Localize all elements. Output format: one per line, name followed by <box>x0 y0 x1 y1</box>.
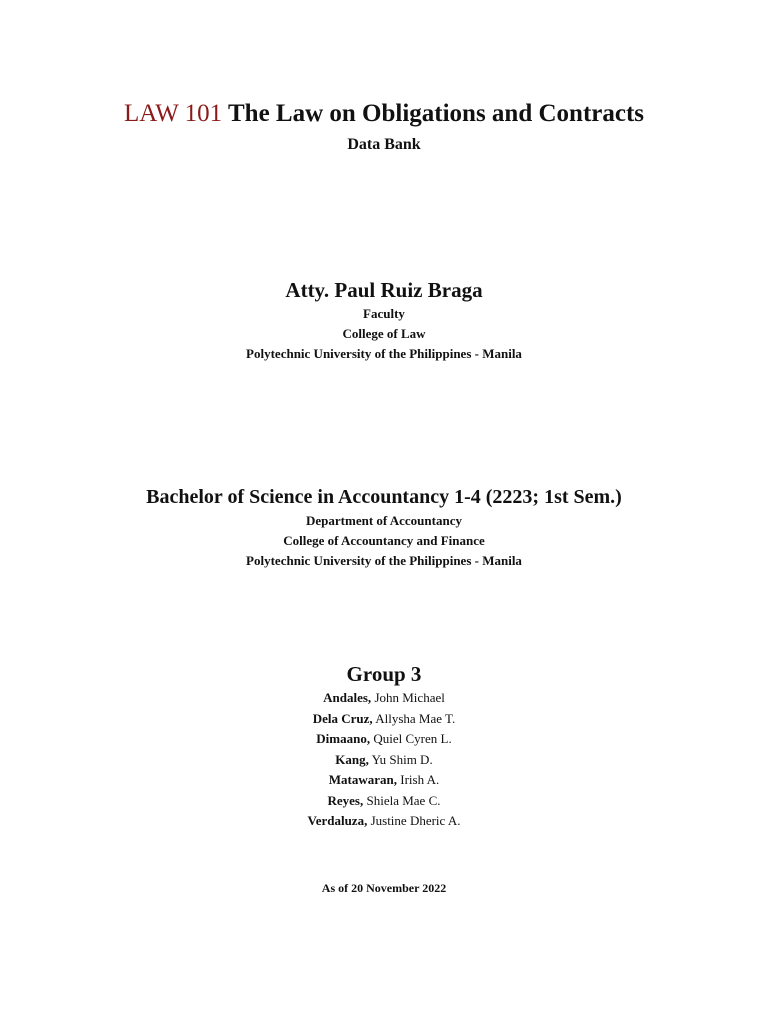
program-details <box>0 511 768 571</box>
faculty-college: College of Law <box>342 326 426 341</box>
member-item <box>0 750 768 771</box>
member-given-name: Quiel Cyren L. <box>373 731 452 746</box>
course-code: LAW 101 <box>123 100 223 127</box>
faculty-university: Polytechnic University of the Philippines - Manila <box>246 346 522 361</box>
faculty-details <box>0 304 768 364</box>
course-heading <box>0 98 768 130</box>
faculty-name: Atty. Paul Ruiz Braga <box>285 278 483 302</box>
member-item <box>0 688 768 709</box>
member-surname: Andales, <box>323 690 372 705</box>
member-surname: Verdaluza, <box>307 813 368 828</box>
member-item <box>0 709 768 730</box>
member-item <box>0 811 768 832</box>
document-subtitle: Data Bank <box>347 136 421 153</box>
member-surname: Dela Cruz, <box>312 710 373 726</box>
faculty-role: Faculty <box>363 306 405 321</box>
member-given-name: Irish A. <box>400 772 440 787</box>
member-given-name: Shiela Mae C. <box>366 792 441 808</box>
member-surname: Reyes, <box>327 792 364 808</box>
member-item <box>0 791 768 812</box>
course-title: The Law on Obligations and Contracts <box>227 100 645 127</box>
program-university: Polytechnic University of the Philippines - Manila <box>246 553 522 568</box>
member-given-name: Justine Dheric A. <box>370 813 461 828</box>
member-given-name: John Michael <box>374 690 445 705</box>
program-college: College of Accountancy and Finance <box>283 533 485 548</box>
member-given-name: Yu Shim D. <box>371 751 433 767</box>
member-list <box>0 688 768 832</box>
program-department: Department of Accountancy <box>306 513 462 528</box>
member-surname: Dimaano, <box>316 731 371 746</box>
member-item <box>0 729 768 750</box>
group-name: Group 3 <box>346 662 422 686</box>
member-surname: Matawaran, <box>328 772 397 787</box>
member-given-name: Allysha Mae T. <box>375 710 456 726</box>
member-surname: Kang, <box>335 751 369 767</box>
as-of-date: As of 20 November 2022 <box>321 881 447 895</box>
member-item <box>0 770 768 791</box>
program-name: Bachelor of Science in Accountancy 1-4 (2223; 1st Sem.) <box>146 486 622 508</box>
